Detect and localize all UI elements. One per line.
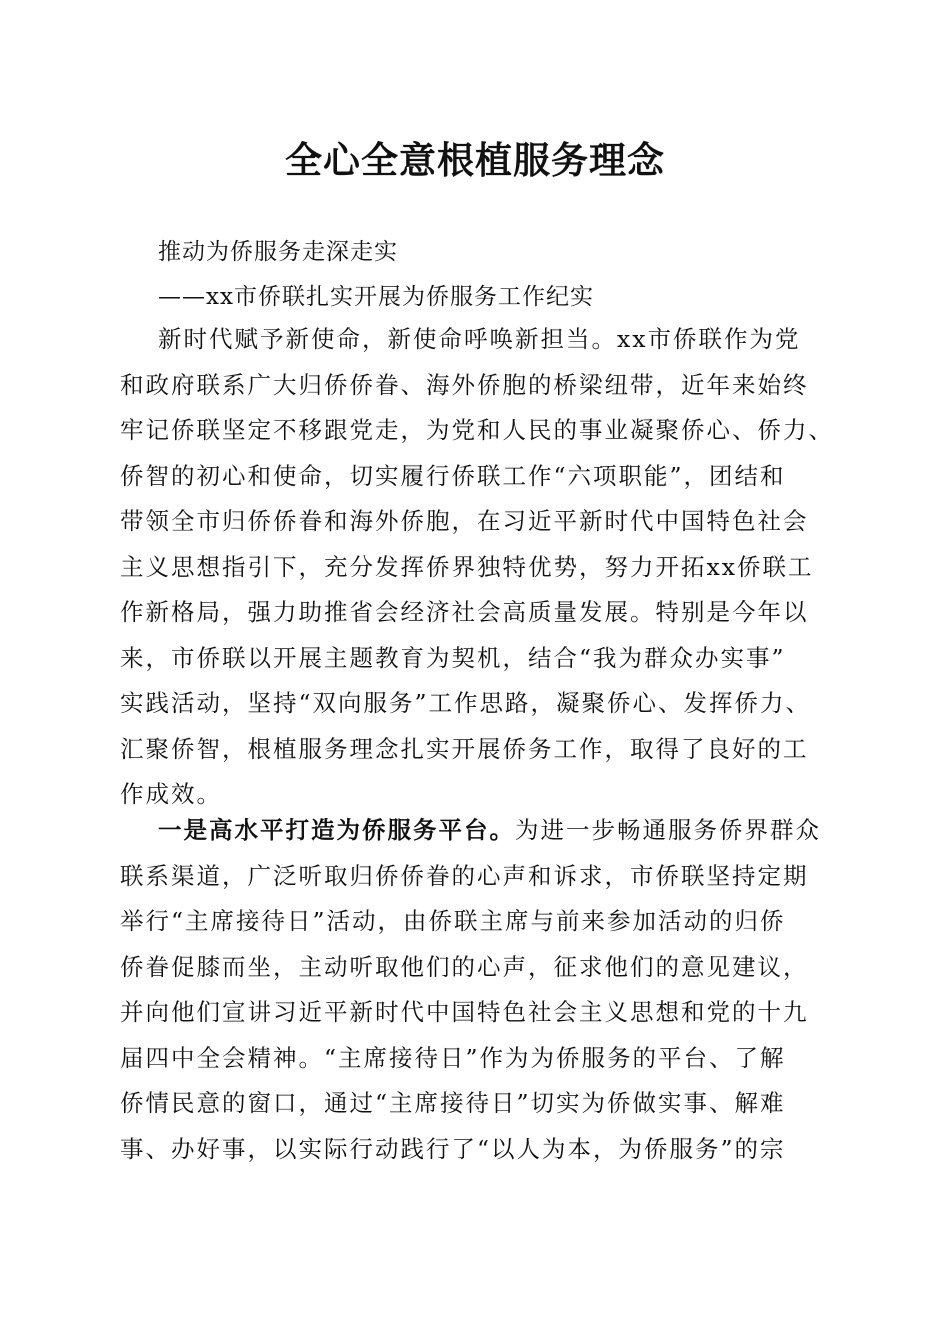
paragraph-line-rest: 为进一步畅通服务侨界群众 bbox=[515, 816, 821, 844]
paragraph-line: 带领全市归侨侨眷和海外侨胞，在习近平新时代中国特色社会 bbox=[120, 507, 809, 535]
paragraph-line: 和政府联系广大归侨侨眷、海外侨胞的桥梁纽带，近年来始终 bbox=[120, 370, 809, 399]
paragraph-line: 来，市侨联以开展主题教育为契机，结合“我为群众办实事” bbox=[120, 643, 786, 672]
paragraph-line: 并向他们宣讲习近平新时代中国特色社会主义思想和党的十九 bbox=[120, 998, 809, 1026]
paragraph-line: 作成效。 bbox=[120, 780, 222, 808]
paragraph-lead-heading: 一是高水平打造为侨服务平台。 bbox=[158, 816, 515, 844]
paragraph-line: 实践活动，坚持“双向服务”工作思路，凝聚侨心、发挥侨力、 bbox=[120, 689, 812, 717]
paragraph-line bbox=[120, 808, 830, 854]
paragraph-line: 侨智的初心和使命，切实履行侨联工作“六项职能”，团结和 bbox=[120, 461, 786, 490]
paragraph-line: 举行“主席接待日”活动，由侨联主席与前来参加活动的归侨 bbox=[120, 907, 786, 935]
paragraph-line: 牢记侨联坚定不移跟党走，为党和人民的事业凝聚侨心、侨力、 bbox=[120, 416, 834, 444]
subtitle-sub: ——xx市侨联扎实开展为侨服务工作纪实 bbox=[158, 284, 594, 310]
paragraph-line: 事、办好事，以实际行动践行了“以人为本，为侨服务”的宗 bbox=[120, 1134, 786, 1163]
paragraph-line: 侨眷促膝而坐，主动听取他们的心声，征求他们的意见建议， bbox=[120, 952, 809, 981]
subtitle-main: 推动为侨服务走深走实 bbox=[158, 239, 398, 265]
paragraph-line: 新时代赋予新使命，新使命呼唤新担当。xx市侨联作为党 bbox=[158, 325, 801, 353]
paragraph-line: 届四中全会精神。“主席接待日”作为为侨服务的平台、了解 bbox=[120, 1043, 786, 1072]
paragraph-line: 联系渠道，广泛听取归侨侨眷的心声和诉求，市侨联坚持定期 bbox=[120, 861, 809, 890]
paragraph-1 bbox=[120, 317, 834, 818]
page-title: 全心全意根植服务理念 bbox=[285, 138, 665, 182]
paragraph-2 bbox=[120, 808, 830, 1172]
paragraph-line: 汇聚侨智，根植服务理念扎实开展侨务工作，取得了良好的工 bbox=[120, 734, 809, 763]
paragraph-line: 作新格局，强力助推省会经济社会高质量发展。特别是今年以 bbox=[120, 598, 809, 626]
paragraph-line: 侨情民意的窗口，通过“主席接待日”切实为侨做实事、解难 bbox=[120, 1089, 786, 1117]
paragraph-line: 主义思想指引下，充分发挥侨界独特优势，努力开拓xx侨联工 bbox=[120, 552, 814, 581]
